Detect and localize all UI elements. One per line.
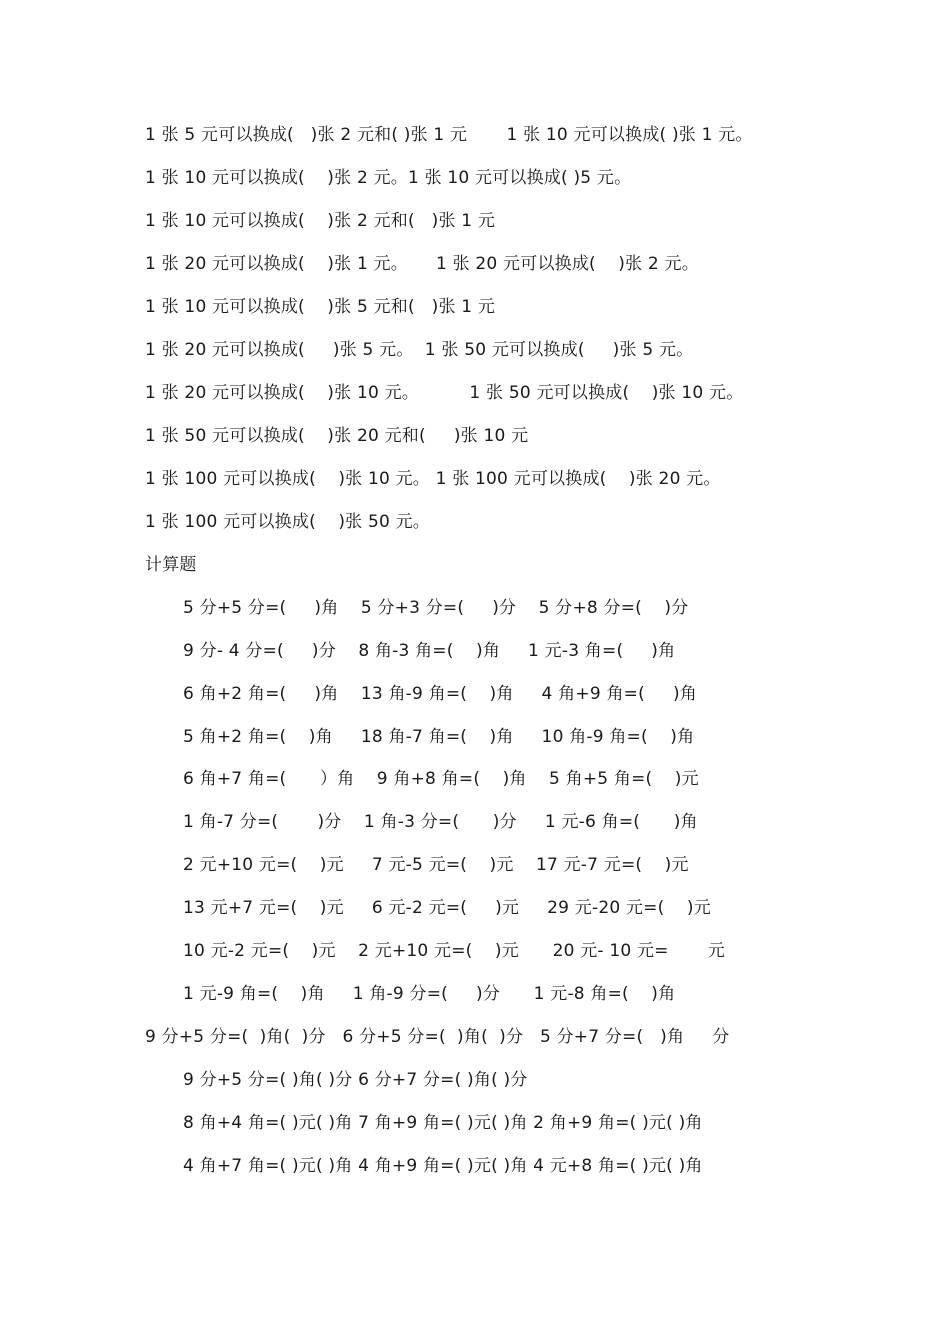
exchange-line-9: 1 张 100 元可以换成( )张 10 元。 1 张 100 元可以换成( )张 20 元。 <box>145 469 721 489</box>
calc-line-11: 9 分+5 分=( )角( )分 6 分+5 分=( )角( )分 5 分+7 分=( )角 分 <box>145 1027 730 1047</box>
exchange-line-7: 1 张 20 元可以换成( )张 10 元。 1 张 50 元可以换成( )张 10 元。 <box>145 383 744 403</box>
exchange-line-2: 1 张 10 元可以换成( )张 2 元。1 张 10 元可以换成( )5 元。 <box>145 168 632 188</box>
calc-line-2: 9 分- 4 分=( )分 8 角-3 角=( )角 1 元-3 角=( )角 <box>183 641 676 661</box>
calc-line-4: 5 角+2 角=( )角 18 角-7 角=( )角 10 角-9 角=( )角 <box>183 727 695 747</box>
calc-line-1: 5 分+5 分=( )角 5 分+3 分=( )分 5 分+8 分=( )分 <box>183 598 689 618</box>
section-heading: 计算题 <box>145 555 197 575</box>
calc-line-7: 2 元+10 元=( )元 7 元-5 元=( )元 17 元-7 元=( )元 <box>183 855 689 875</box>
calc-line-9: 10 元-2 元=( )元 2 元+10 元=( )元 20 元- 10 元= 元 <box>183 941 726 961</box>
calc-line-8: 13 元+7 元=( )元 6 元-2 元=( )元 29 元-20 元=( )元 <box>183 898 711 918</box>
exchange-line-4: 1 张 20 元可以换成( )张 1 元。 1 张 20 元可以换成( )张 2 元。 <box>145 254 699 274</box>
calc-line-12: 9 分+5 分=( )角( )分 6 分+7 分=( )角( )分 <box>183 1070 528 1090</box>
calc-line-5: 6 角+7 角=( ）角 9 角+8 角=( )角 5 角+5 角=( )元 <box>183 769 699 789</box>
calc-line-6: 1 角-7 分=( )分 1 角-3 分=( )分 1 元-6 角=( )角 <box>183 812 698 832</box>
calc-line-10: 1 元-9 角=( )角 1 角-9 分=( )分 1 元-8 角=( )角 <box>183 984 676 1004</box>
exchange-line-8: 1 张 50 元可以换成( )张 20 元和( )张 10 元 <box>145 426 529 446</box>
exchange-line-1: 1 张 5 元可以换成( )张 2 元和( )张 1 元 1 张 10 元可以换成( )张 1 元。 <box>145 125 753 145</box>
exchange-line-6: 1 张 20 元可以换成( )张 5 元。 1 张 50 元可以换成( )张 5 元。 <box>145 340 694 360</box>
calc-line-13: 8 角+4 角=( )元( )角 7 角+9 角=( )元( )角 2 角+9 角=( )元( )角 <box>183 1113 703 1133</box>
exchange-line-3: 1 张 10 元可以换成( )张 2 元和( )张 1 元 <box>145 211 496 231</box>
calc-line-14: 4 角+7 角=( )元( )角 4 角+9 角=( )元( )角 4 元+8 角=( )元( )角 <box>183 1156 703 1176</box>
exchange-line-5: 1 张 10 元可以换成( )张 5 元和( )张 1 元 <box>145 297 496 317</box>
calc-line-3: 6 角+2 角=( )角 13 角-9 角=( )角 4 角+9 角=( )角 <box>183 684 697 704</box>
exchange-line-10: 1 张 100 元可以换成( )张 50 元。 <box>145 512 430 532</box>
